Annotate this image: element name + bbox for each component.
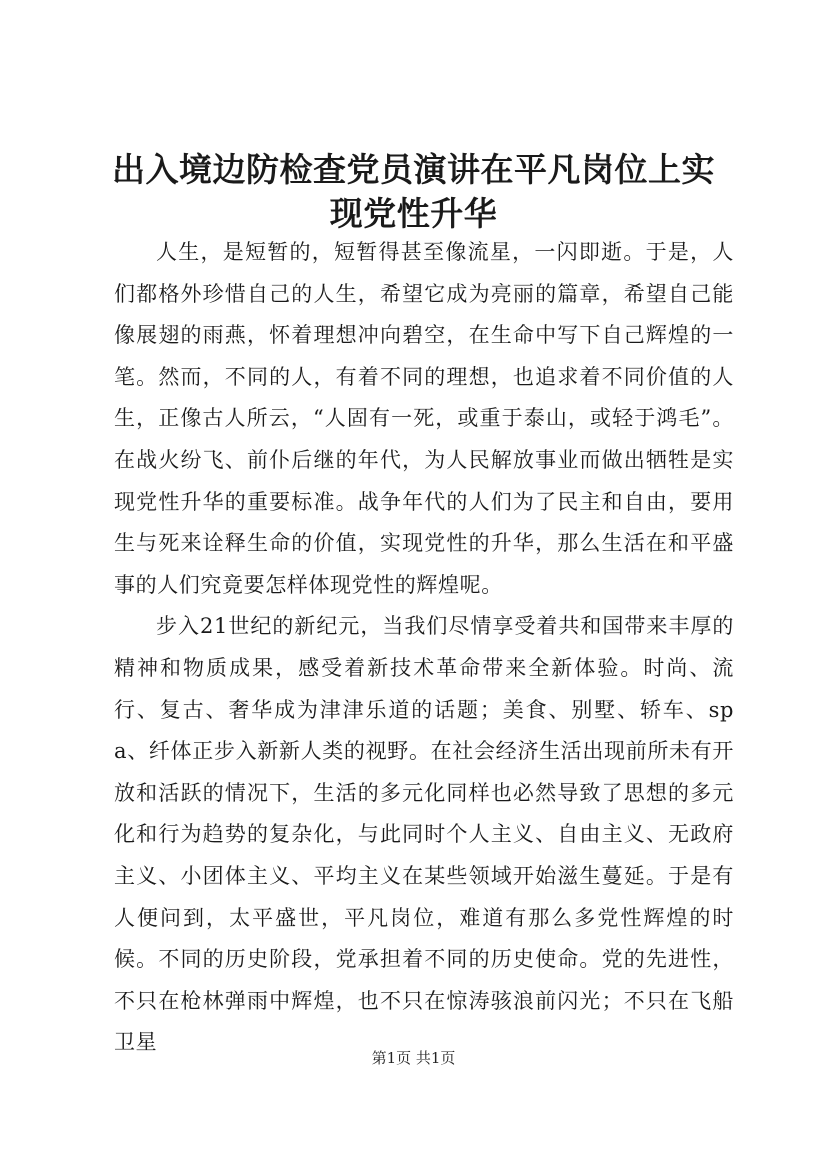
paragraph-2: 步入21世纪的新纪元，当我们尽情享受着共和国带来丰厚的精神和物质成果，感受着新技术革命带来全新体验。时尚、流行、复古、奢华成为津津乐道的话题；美食、别墅、轿车、spa、纤体正步入新新人类的视野。在社会经济生活出现前所未有开放和活跃的情况下，生活的多元化同样也必然导致了思想的多元化和行为趋势的复杂化，与此同时个人主义、自由主义、无政府主义、小团体主义、平均主义在某些领域开始滋生蔓延。于是有人便问到，太平盛世，平凡岗位，难道有那么多党性辉煌的时候。不同的历史阶段，党承担着不同的历史使命。党的先进性，不只在枪林弹雨中辉煌，也不只在惊涛骇浪前闪光；不只在飞船卫星: [114, 614, 734, 1055]
document-title: 出入境边防检查党员演讲在平凡岗位上实现党性升华: [112, 150, 715, 233]
document-body: [114, 232, 734, 1064]
page-footer: 第1页 共1页: [371, 1049, 456, 1067]
paragraph-1: 人生，是短暂的，短暂得甚至像流星，一闪即逝。于是，人们都格外珍惜自己的人生，希望它成为亮丽的篇章，希望自己能像展翅的雨燕，怀着理想冲向碧空，在生命中写下自己辉煌的一笔。然而，不同的人，有着不同的理想，也追求着不同价值的人生，正像古人所云，“人固有一死，或重于泰山，或轻于鸿毛”。在战火纷飞、前仆后继的年代，为人民解放事业而做出牺牲是实现党性升华的重要标准。战争年代的人们为了民主和自由，要用生与死来诠释生命的价值，实现党性的升华，那么生活在和平盛事的人们究竟要怎样体现党性的辉煌呢。: [114, 240, 734, 597]
